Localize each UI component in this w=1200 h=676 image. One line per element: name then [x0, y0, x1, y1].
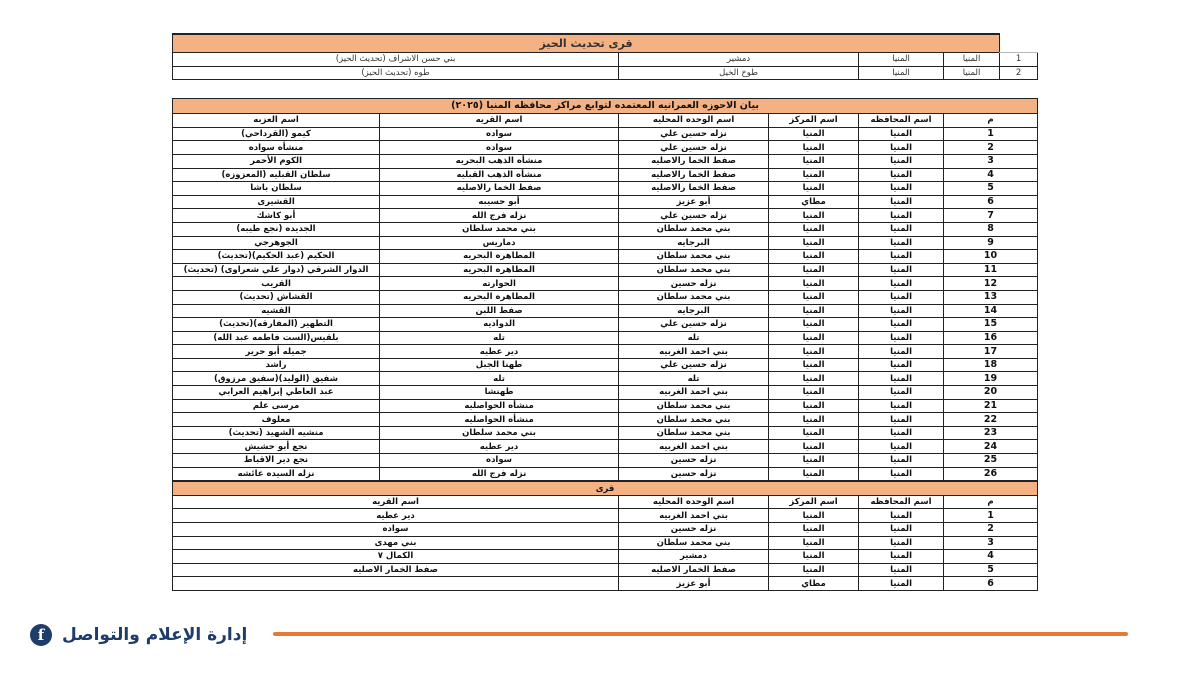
governorate-cell: المنيا: [859, 550, 944, 564]
table-row: [173, 454, 1038, 468]
local-unit-cell: صفط الخما رالاصليه: [619, 182, 769, 196]
center-cell: المنيا: [769, 399, 859, 413]
footer-divider-line: [273, 632, 1128, 636]
table-row: [173, 141, 1038, 155]
village-cell: سواده: [173, 523, 619, 537]
table-row: [173, 236, 1038, 250]
governorate-cell: المنيا: [859, 209, 944, 223]
center-cell: المنيا: [769, 509, 859, 523]
village-cell: سواده: [380, 454, 619, 468]
village-cell: الدواديه: [380, 318, 619, 332]
header-center: اسم المركز: [769, 495, 859, 509]
row-number: 5: [944, 563, 1038, 577]
row-number: 13: [944, 290, 1038, 304]
table-row: [173, 195, 1038, 209]
table-row: [173, 318, 1038, 332]
hamlet-cell: الكوم الأحمر: [173, 154, 380, 168]
local-unit-cell: بني احمد الغربيه: [619, 440, 769, 454]
governorate-cell: المنيا: [859, 195, 944, 209]
village-cell: المطاهره البحريه: [380, 290, 619, 304]
governorate-cell: المنيا: [859, 386, 944, 400]
local-unit-cell: صفط الخما رالاصليه: [619, 154, 769, 168]
row-number: 14: [944, 304, 1038, 318]
center-cell: المنيا: [769, 345, 859, 359]
row-number: 6: [944, 577, 1038, 591]
header-unit: اسم الوحده المحليه: [619, 495, 769, 509]
center-cell: المنيا: [769, 563, 859, 577]
hamlet-cell: سلطان باشا: [173, 182, 380, 196]
hamlet-cell: القشيرى: [173, 195, 380, 209]
hamlets-table: [172, 98, 1038, 481]
table-row: [173, 304, 1038, 318]
local-unit-cell: بني احمد الغربيه: [619, 386, 769, 400]
center-cell: المنيا: [769, 454, 859, 468]
table-row: [173, 154, 1038, 168]
row-number: 9: [944, 236, 1038, 250]
update-villages-title: قرى تحديث الحيز: [173, 34, 1000, 53]
header-hamlet: اسم العزبه: [173, 114, 380, 128]
local-unit-cell: البرجايه: [619, 304, 769, 318]
village-cell: طهنشا: [380, 386, 619, 400]
villages-table-title: قرى: [173, 482, 1038, 496]
hamlet-cell: القريب: [173, 277, 380, 291]
hamlet-cell: معلوف: [173, 413, 380, 427]
governorate-cell: المنيا: [859, 304, 944, 318]
governorate-cell: المنيا: [944, 66, 1000, 80]
local-unit-cell: بني محمد سلطان: [619, 263, 769, 277]
row-number: 22: [944, 413, 1038, 427]
governorate-cell: المنيا: [859, 523, 944, 537]
hamlet-cell: سلطان القبليه (المعزوزه): [173, 168, 380, 182]
local-unit-cell: بني محمد سلطان: [619, 399, 769, 413]
center-cell: المنيا: [769, 536, 859, 550]
row-number: 5: [944, 182, 1038, 196]
table-row: [173, 53, 1038, 67]
governorate-cell: المنيا: [859, 222, 944, 236]
row-number: 3: [944, 536, 1038, 550]
center-cell: المنيا: [769, 141, 859, 155]
row-number: 18: [944, 358, 1038, 372]
local-unit-cell: صفط الخما رالاصليه: [619, 168, 769, 182]
row-number: 19: [944, 372, 1038, 386]
village-cell: منشأه الحواصليه: [380, 413, 619, 427]
village-cell: نزله فرج الله: [380, 467, 619, 481]
local-unit-cell: نزله حسين علي: [619, 209, 769, 223]
table-row: [173, 550, 1038, 564]
center-cell: المنيا: [769, 426, 859, 440]
hamlet-cell: التطهير (المفارقه)(تحديث): [173, 318, 380, 332]
village-cell: دير عطيه: [380, 440, 619, 454]
center-cell: المنيا: [769, 277, 859, 291]
center-cell: المنيا: [769, 331, 859, 345]
row-number: 21: [944, 399, 1038, 413]
hamlet-cell: أبو كاشك: [173, 209, 380, 223]
row-number: 1: [1000, 53, 1038, 67]
row-number: 7: [944, 209, 1038, 223]
row-number: 11: [944, 263, 1038, 277]
village-cell: منشأه الحواصليه: [380, 399, 619, 413]
row-number: 1: [944, 127, 1038, 141]
table-row: [173, 277, 1038, 291]
center-cell: المنيا: [769, 236, 859, 250]
center-cell: المنيا: [859, 66, 944, 80]
table-row: [173, 536, 1038, 550]
hamlet-cell: منشيه الشهيد (تحديث): [173, 426, 380, 440]
governorate-cell: المنيا: [859, 399, 944, 413]
village-cell: صفط الخما رالاصليه: [380, 182, 619, 196]
center-cell: المنيا: [769, 440, 859, 454]
local-unit-cell: نزله حسين علي: [619, 127, 769, 141]
row-number: 17: [944, 345, 1038, 359]
governorate-cell: المنيا: [859, 467, 944, 481]
table-row: [173, 345, 1038, 359]
hamlet-cell: القشاش (تحديث): [173, 290, 380, 304]
local-unit-cell: نزله حسين علي: [619, 318, 769, 332]
villages-table: [172, 481, 1038, 591]
village-cell: منشأه الذهب البحريه: [380, 154, 619, 168]
local-unit-cell: نزله حسين علي: [619, 141, 769, 155]
governorate-cell: المنيا: [859, 263, 944, 277]
table-row: [173, 386, 1038, 400]
center-cell: المنيا: [769, 182, 859, 196]
table-row: [173, 358, 1038, 372]
local-unit-cell: نزله حسين: [619, 467, 769, 481]
table-row: [173, 467, 1038, 481]
local-unit-cell: دمشير: [619, 550, 769, 564]
table-row: [173, 563, 1038, 577]
village-cell: المطاهره البحريه: [380, 250, 619, 264]
header-village: اسم القريه: [380, 114, 619, 128]
local-unit-cell: بني محمد سلطان: [619, 413, 769, 427]
header-gov: اسم المحافظه: [859, 495, 944, 509]
hamlet-cell: شفيق (الوليد)(سفيق مرزوق): [173, 372, 380, 386]
row-number: 2: [944, 523, 1038, 537]
governorate-cell: المنيا: [859, 372, 944, 386]
row-number: 25: [944, 454, 1038, 468]
governorate-cell: المنيا: [859, 509, 944, 523]
village-cell: منشأه الذهب القبليه: [380, 168, 619, 182]
center-cell: مطاي: [769, 195, 859, 209]
local-unit-cell: أبو عزيز: [619, 577, 769, 591]
row-number: 1: [944, 509, 1038, 523]
table-row: [173, 263, 1038, 277]
hamlet-cell: نزله السيده عائشه: [173, 467, 380, 481]
governorate-cell: المنيا: [859, 426, 944, 440]
center-cell: المنيا: [769, 413, 859, 427]
row-number: 23: [944, 426, 1038, 440]
village-cell: أبو حسيبه: [380, 195, 619, 209]
hamlet-cell: عبد العاطي إبراهيم العرابي: [173, 386, 380, 400]
governorate-cell: المنيا: [859, 290, 944, 304]
village-cell: المطاهره البحريه: [380, 263, 619, 277]
row-number: 12: [944, 277, 1038, 291]
governorate-cell: المنيا: [859, 250, 944, 264]
local-unit-cell: تله: [619, 331, 769, 345]
village-cell: نزله فرج الله: [380, 209, 619, 223]
local-unit-cell: نزله حسين: [619, 277, 769, 291]
center-cell: المنيا: [769, 304, 859, 318]
facebook-icon[interactable]: f: [30, 624, 52, 646]
governorate-cell: المنيا: [859, 277, 944, 291]
footer: [30, 622, 1130, 648]
center-cell: المنيا: [769, 290, 859, 304]
row-number: 4: [944, 550, 1038, 564]
village-cell: طوه (تحديث الحيز): [173, 66, 619, 80]
table-row: [173, 127, 1038, 141]
village-cell: بني محمد سلطان: [380, 222, 619, 236]
row-number: 8: [944, 222, 1038, 236]
local-unit-cell: بني محمد سلطان: [619, 290, 769, 304]
hamlet-cell: نجع أبو حشيش: [173, 440, 380, 454]
table-row: [173, 182, 1038, 196]
row-number: 2: [944, 141, 1038, 155]
table-row: [173, 413, 1038, 427]
row-number: 2: [1000, 66, 1038, 80]
center-cell: المنيا: [859, 53, 944, 67]
center-cell: المنيا: [769, 523, 859, 537]
table-row: [173, 577, 1038, 591]
hamlet-cell: منشأه سواده: [173, 141, 380, 155]
local-unit-cell: البرجايه: [619, 236, 769, 250]
row-number: 26: [944, 467, 1038, 481]
village-cell: الكمال ٧: [173, 550, 619, 564]
governorate-cell: المنيا: [859, 331, 944, 345]
governorate-cell: المنيا: [859, 141, 944, 155]
table-row: [173, 523, 1038, 537]
table-row: [173, 426, 1038, 440]
governorate-cell: المنيا: [859, 182, 944, 196]
center-cell: المنيا: [769, 263, 859, 277]
governorate-cell: المنيا: [859, 168, 944, 182]
village-cell: صفط الخمار الاصليه: [173, 563, 619, 577]
governorate-cell: المنيا: [859, 536, 944, 550]
center-cell: المنيا: [769, 168, 859, 182]
village-cell: [173, 577, 619, 591]
table-row: [173, 331, 1038, 345]
table-row: [173, 372, 1038, 386]
row-number: 10: [944, 250, 1038, 264]
local-unit-cell: بني احمد الغربيه: [619, 345, 769, 359]
center-cell: المنيا: [769, 467, 859, 481]
header-unit: اسم الوحده المحليه: [619, 114, 769, 128]
local-unit-cell: أبو عزيز: [619, 195, 769, 209]
local-unit-cell: بني محمد سلطان: [619, 250, 769, 264]
table-row: [173, 168, 1038, 182]
row-number: 16: [944, 331, 1038, 345]
governorate-cell: المنيا: [859, 318, 944, 332]
document-sheet: [172, 33, 1037, 591]
village-cell: دير عطيه: [380, 345, 619, 359]
governorate-cell: المنيا: [859, 127, 944, 141]
row-number: 20: [944, 386, 1038, 400]
row-number: 3: [944, 154, 1038, 168]
hamlet-cell: الحكيم (عبد الحكيم)(تحديث): [173, 250, 380, 264]
center-cell: المنيا: [769, 209, 859, 223]
hamlets-table-title: بيان الاحوزه العمرانيه المعتمده لتوابع مراكز محافظه المنيا (٢٠٢٥): [173, 99, 1038, 114]
table-row: [173, 440, 1038, 454]
governorate-cell: المنيا: [859, 440, 944, 454]
local-unit-cell: دمشير: [619, 53, 859, 67]
center-cell: المنيا: [769, 386, 859, 400]
village-cell: تله: [380, 372, 619, 386]
hamlet-cell: بلقيس(الست فاطمه عبد الله): [173, 331, 380, 345]
village-cell: الحوارته: [380, 277, 619, 291]
governorate-cell: المنيا: [859, 154, 944, 168]
hamlet-cell: كيمو (القرداحي): [173, 127, 380, 141]
village-cell: دير عطيه: [173, 509, 619, 523]
center-cell: المنيا: [769, 127, 859, 141]
local-unit-cell: نزله حسين علي: [619, 358, 769, 372]
village-cell: طهنا الجبل: [380, 358, 619, 372]
governorate-cell: المنيا: [859, 358, 944, 372]
hamlet-cell: الجديده (نجع طيبه): [173, 222, 380, 236]
governorate-cell: المنيا: [859, 345, 944, 359]
local-unit-cell: نزله حسين: [619, 523, 769, 537]
local-unit-cell: بني احمد الغربيه: [619, 509, 769, 523]
village-cell: بني حسن الاشراف (تحديث الحيز): [173, 53, 619, 67]
hamlet-cell: نجع دير الاقباط: [173, 454, 380, 468]
header-num: م: [944, 495, 1038, 509]
village-cell: صفط اللبن: [380, 304, 619, 318]
center-cell: المنيا: [769, 318, 859, 332]
row-number: 4: [944, 168, 1038, 182]
table-row: [173, 290, 1038, 304]
local-unit-cell: بني محمد سلطان: [619, 222, 769, 236]
header-gov: اسم المحافظه: [859, 114, 944, 128]
footer-brand-text: إدارة الإعلام والتواصل: [62, 625, 248, 645]
header-num: م: [944, 114, 1038, 128]
governorate-cell: المنيا: [859, 454, 944, 468]
table-row: [173, 209, 1038, 223]
village-cell: سواده: [380, 127, 619, 141]
header-village: اسم القريه: [173, 495, 619, 509]
hamlet-cell: الدوار الشرقي (دوار علي شعراوى) (تحديث): [173, 263, 380, 277]
village-cell: تله: [380, 331, 619, 345]
village-cell: بني محمد سلطان: [380, 426, 619, 440]
hamlet-cell: القشيه: [173, 304, 380, 318]
local-unit-cell: نزله حسين: [619, 454, 769, 468]
update-villages-table: [172, 33, 1038, 80]
hamlet-cell: راشد: [173, 358, 380, 372]
table-row: [173, 509, 1038, 523]
local-unit-cell: تله: [619, 372, 769, 386]
center-cell: المنيا: [769, 154, 859, 168]
hamlet-cell: جميله أبو حرير: [173, 345, 380, 359]
center-cell: المنيا: [769, 550, 859, 564]
row-number: 15: [944, 318, 1038, 332]
governorate-cell: المنيا: [944, 53, 1000, 67]
local-unit-cell: بني محمد سلطان: [619, 426, 769, 440]
row-number: 6: [944, 195, 1038, 209]
row-number: 24: [944, 440, 1038, 454]
village-cell: بني مهدى: [173, 536, 619, 550]
center-cell: المنيا: [769, 372, 859, 386]
table-row: [173, 222, 1038, 236]
hamlet-cell: الجوهرجي: [173, 236, 380, 250]
table-row: [173, 66, 1038, 80]
table-row: [173, 399, 1038, 413]
table-row: [173, 250, 1038, 264]
governorate-cell: المنيا: [859, 577, 944, 591]
center-cell: المنيا: [769, 222, 859, 236]
local-unit-cell: صفط الخمار الاصليه: [619, 563, 769, 577]
title-blank: [1000, 34, 1038, 53]
village-cell: سواده: [380, 141, 619, 155]
local-unit-cell: بني محمد سلطان: [619, 536, 769, 550]
governorate-cell: المنيا: [859, 563, 944, 577]
center-cell: مطاي: [769, 577, 859, 591]
governorate-cell: المنيا: [859, 413, 944, 427]
center-cell: المنيا: [769, 358, 859, 372]
hamlet-cell: مرسى علم: [173, 399, 380, 413]
governorate-cell: المنيا: [859, 236, 944, 250]
header-center: اسم المركز: [769, 114, 859, 128]
center-cell: المنيا: [769, 250, 859, 264]
village-cell: دماريس: [380, 236, 619, 250]
local-unit-cell: طوخ الخيل: [619, 66, 859, 80]
